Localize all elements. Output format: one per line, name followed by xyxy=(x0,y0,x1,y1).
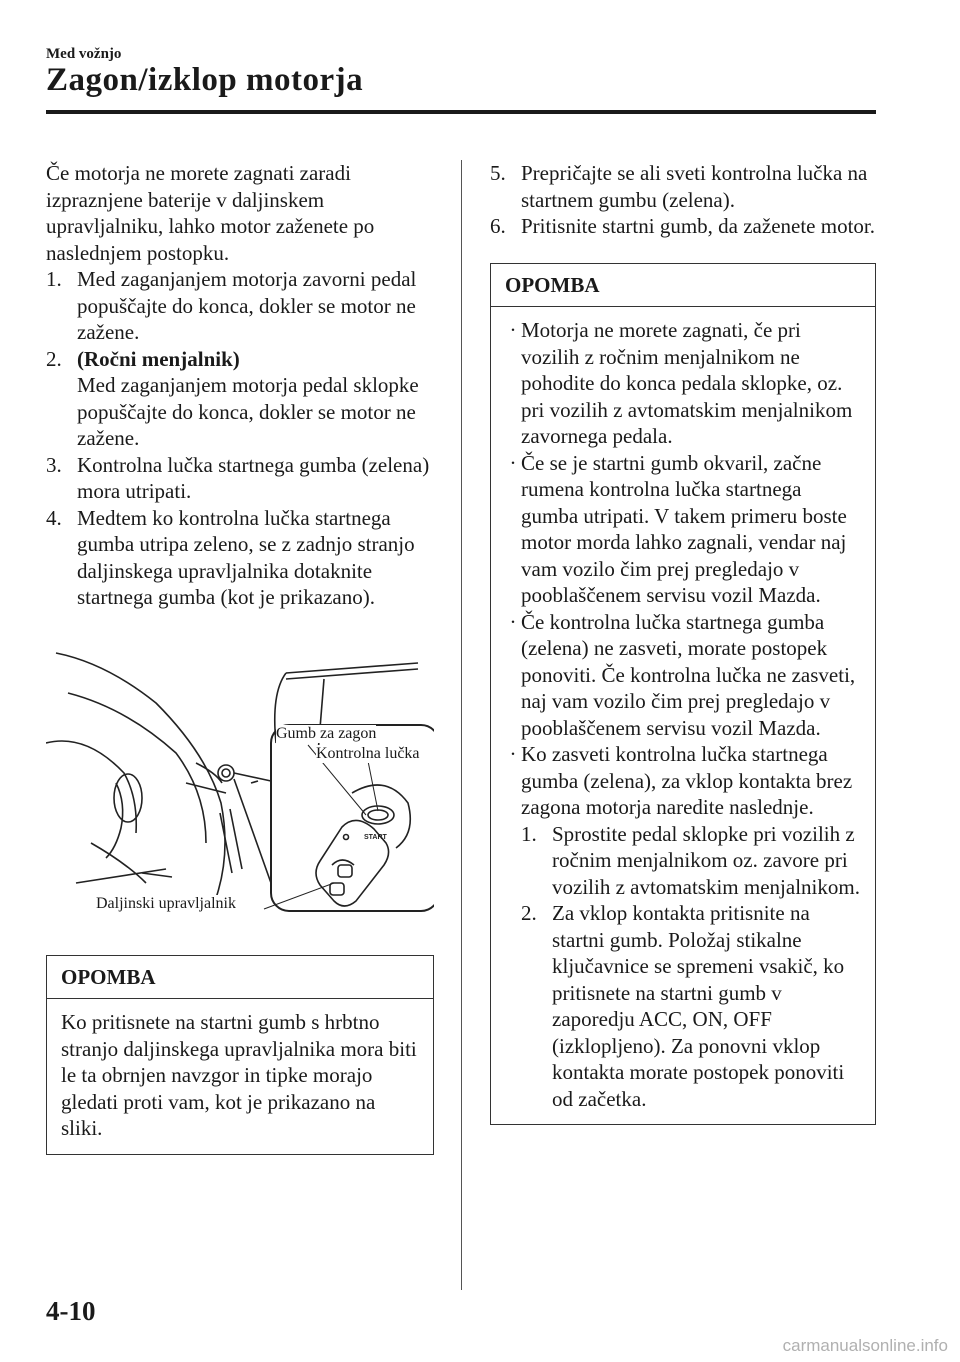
step-number: 1. xyxy=(46,267,62,291)
substep-text: Sprostite pedal sklopke pri vozilih z ročnim menjalnikom oz. zavore pri vozilih z avtomatskim menjalnikom. xyxy=(552,821,860,899)
step-text: Kontrolna lučka startnega gumba (zelena) mora utripati. xyxy=(77,452,430,503)
step-5 xyxy=(490,160,876,213)
step-text: Med zaganjanjem motorja zavorni pedal popuščajte do konca, dokler se motor ne zažene. xyxy=(77,267,417,344)
bullet-dot: · xyxy=(509,609,517,634)
substep-number: 2. xyxy=(521,901,537,925)
page-number: 4-10 xyxy=(46,1296,96,1326)
intro-paragraph: Če motorja ne morete zagnati zaradi izpraznjene baterije v daljinskem upravljalniku, lahko motor zaženete po naslednjem postopku. xyxy=(46,161,375,265)
note-bullet xyxy=(505,450,861,609)
note-box-right xyxy=(490,263,876,1126)
note-box-left xyxy=(46,955,434,1155)
step-number: 3. xyxy=(46,452,62,477)
bullet-dot: · xyxy=(509,742,517,766)
step-3 xyxy=(46,452,434,505)
step-6 xyxy=(490,213,876,240)
step-text: Pritisnite startni gumb, da zaženete motor. xyxy=(521,214,875,238)
step-number: 6. xyxy=(490,214,506,238)
label-indicator-lamp: Kontrolna lučka xyxy=(316,744,420,762)
note-bullet xyxy=(505,317,861,450)
step-number: 5. xyxy=(490,161,506,185)
right-column xyxy=(490,160,876,1125)
section-label: Med vožnjo xyxy=(46,46,122,62)
substep-number: 1. xyxy=(521,821,537,846)
note-bullet xyxy=(505,609,861,742)
column-divider xyxy=(461,160,462,1290)
page-title: Zagon/izklop motorja xyxy=(46,62,364,98)
note-text: Ko pritisnete na startni gumb s hrbtno stranjo daljinskega upravljalnika mora biti le ta obrnjen navzgor in tipke morajo gledati proti vam, kot je prikazano na sliki. xyxy=(61,1010,417,1140)
substep-text: Za vklop kontakta pritisnite na startni gumb. Položaj stikalne ključavnice se spremeni vsakič, ko pritisnete na startni gumb v zaporedju ACC, ON, OFF (izklopljeno). Za ponovni vklop kontakta morate postopek ponoviti od začetka. xyxy=(552,901,845,1111)
label-start-button: Gumb za zagon xyxy=(276,724,377,742)
step-1 xyxy=(46,266,434,346)
bullet-text: Če se je startni gumb okvaril, začne rumena kontrolna lučka startnega gumba utripati. V takem primeru boste motor morda lahko zagnali, vendar naj vam vozilo čim prej pregledajo v pooblaščenem servisu vozil Mazda. xyxy=(521,450,847,607)
bullet-text: Če kontrolna lučka startnega gumba (zelena) ne zasveti, morate postopek ponoviti. Če kontrolna lučka ne zasveti, naj vam vozilo čim prej pregledajo v pooblaščenem servisu vozil Mazda. xyxy=(521,609,856,740)
left-column xyxy=(46,160,434,1155)
step-number: 4. xyxy=(46,505,62,530)
note-substep-2 xyxy=(521,900,861,1112)
label-remote: Daljinski upravljalnik xyxy=(96,894,236,912)
bullet-dot: · xyxy=(509,450,517,475)
bullet-text: Ko zasveti kontrolna lučka startnega gumba (zelena), za vklop kontakta brez zagona motorja naredite naslednje. xyxy=(521,742,853,819)
step-text: Med zaganjanjem motorja pedal sklopke popuščajte do konca, dokler se motor ne zažene. xyxy=(77,373,419,450)
step-number: 2. xyxy=(46,346,62,371)
note-substep-1 xyxy=(521,821,861,901)
note-heading: OPOMBA xyxy=(491,264,875,308)
title-rule xyxy=(46,110,876,114)
step-text: Medtem ko kontrolna lučka startnega gumba utripa zeleno, se z zadnjo stranjo daljinskega upravljalnika dotaknite startnega gumba (kot je prikazano). xyxy=(77,505,415,609)
start-button-text: START xyxy=(364,833,387,841)
bullet-dot: · xyxy=(509,318,517,342)
note-heading: OPOMBA xyxy=(47,956,433,1000)
watermark: carmanualsonline.info xyxy=(782,1336,948,1355)
step-heading: (Ročni menjalnik) xyxy=(77,346,240,371)
bullet-text: Motorja ne morete zagnati, če pri vozilih z ročnim menjalnikom ne pohodite do konca pedala sklopke, oz. pri vozilih z avtomatskim menjalnikom zavornega pedala. xyxy=(521,318,853,448)
step-text: Prepričajte se ali sveti kontrolna lučka na startnem gumbu (zelena). xyxy=(521,161,868,212)
dashboard-drawing xyxy=(46,633,434,923)
step-2 xyxy=(46,346,434,452)
note-bullet xyxy=(505,741,861,821)
step-4 xyxy=(46,505,434,611)
remote-start-illustration xyxy=(46,633,434,923)
